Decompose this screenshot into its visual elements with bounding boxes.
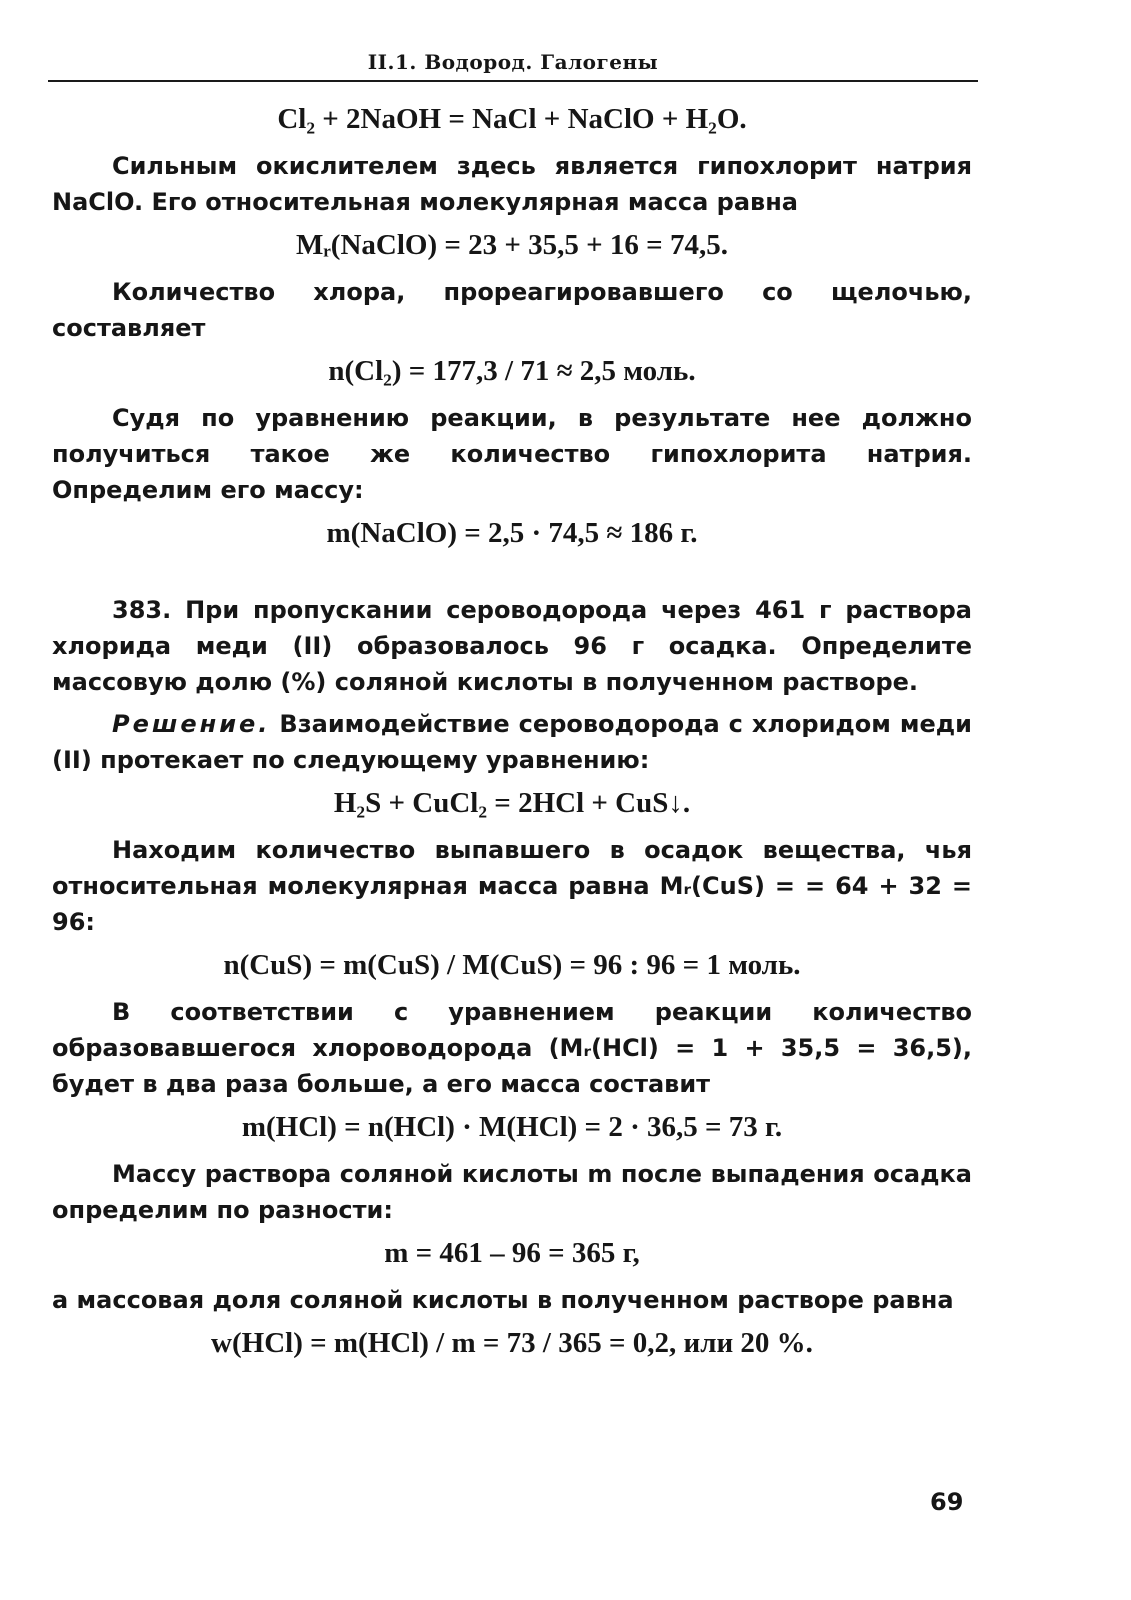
- problem-383: [52, 592, 972, 700]
- paragraph-precipitate-amount: Находим количество выпавшего в осадок вещества, чья относительная молекулярная масса равна Mᵣ(CuS) = = 64 + 32 = 96:: [52, 836, 972, 936]
- page-content: [52, 98, 972, 1372]
- equation-cus-precipitation: H₂S + CuCl₂ = 2HCl + CuS↓.: [333, 787, 691, 819]
- paragraph-hcl-amount: В соответствии с уравнением реакции количество образовавшегося хлороводорода (Mᵣ(HCl) = 1 + 35,5 = 36,5), будет в два раза больше, а его масса составит: [52, 998, 972, 1098]
- equation-mass-fraction: w(HCl) = m(HCl) / m = 73 / 365 = 0,2, или 20 %.: [211, 1327, 813, 1359]
- paragraph-hypochlorite-mass: Судя по уравнению реакции, в результате нее должно получиться такое же количество гипохлорита натрия. Определим его массу:: [52, 404, 972, 504]
- solution-label: Решение.: [112, 710, 271, 738]
- equation-n-cl2: n(Cl₂) = 177,3 / 71 ≈ 2,5 моль.: [328, 355, 696, 387]
- header-title: II.1. Водород. Галогены: [367, 50, 659, 74]
- equation-molar-mass-naclo: Mᵣ(NaClO) = 23 + 35,5 + 16 = 74,5.: [296, 229, 728, 261]
- problem-text: При пропускании сероводорода через 461 г раствора хлорида меди (II) образовалось 96 г осадка. Определите массовую долю (%) соляной кислоты в полученном растворе.: [52, 596, 972, 696]
- paragraph-mass-fraction: а массовая доля соляной кислоты в полученном растворе равна: [52, 1286, 954, 1314]
- problem-number: 383.: [112, 596, 172, 624]
- equation-n-cus: n(CuS) = m(CuS) / M(CuS) = 96 : 96 = 1 моль.: [223, 949, 801, 981]
- paragraph-solution-mass: Массу раствора соляной кислоты m после выпадения осадка определим по разности:: [52, 1160, 972, 1224]
- paragraph-chlorine-amount: Количество хлора, прореагировавшего со щелочью, составляет: [52, 278, 972, 342]
- equation-naclo-formation: Cl₂ + 2NaOH = NaCl + NaClO + H₂O.: [277, 103, 747, 135]
- paragraph-oxidizer: Сильным окислителем здесь является гипохлорит натрия NaClO. Его относительная молекулярная масса равна: [52, 152, 972, 216]
- page-number: 69: [930, 1488, 964, 1516]
- equation-mass-naclo: m(NaClO) = 2,5 · 74,5 ≈ 186 г.: [326, 517, 698, 549]
- equation-solution-mass: m = 461 – 96 = 365 г,: [384, 1237, 640, 1269]
- solution-intro: [52, 706, 972, 778]
- equation-mass-hcl: m(HCl) = n(HCl) · M(HCl) = 2 · 36,5 = 73 г.: [241, 1111, 783, 1143]
- running-header: [48, 40, 978, 82]
- solution-text: Взаимодействие сероводорода с хлоридом меди (II) протекает по следующему уравнению:: [52, 710, 972, 774]
- section-gap: [52, 562, 972, 592]
